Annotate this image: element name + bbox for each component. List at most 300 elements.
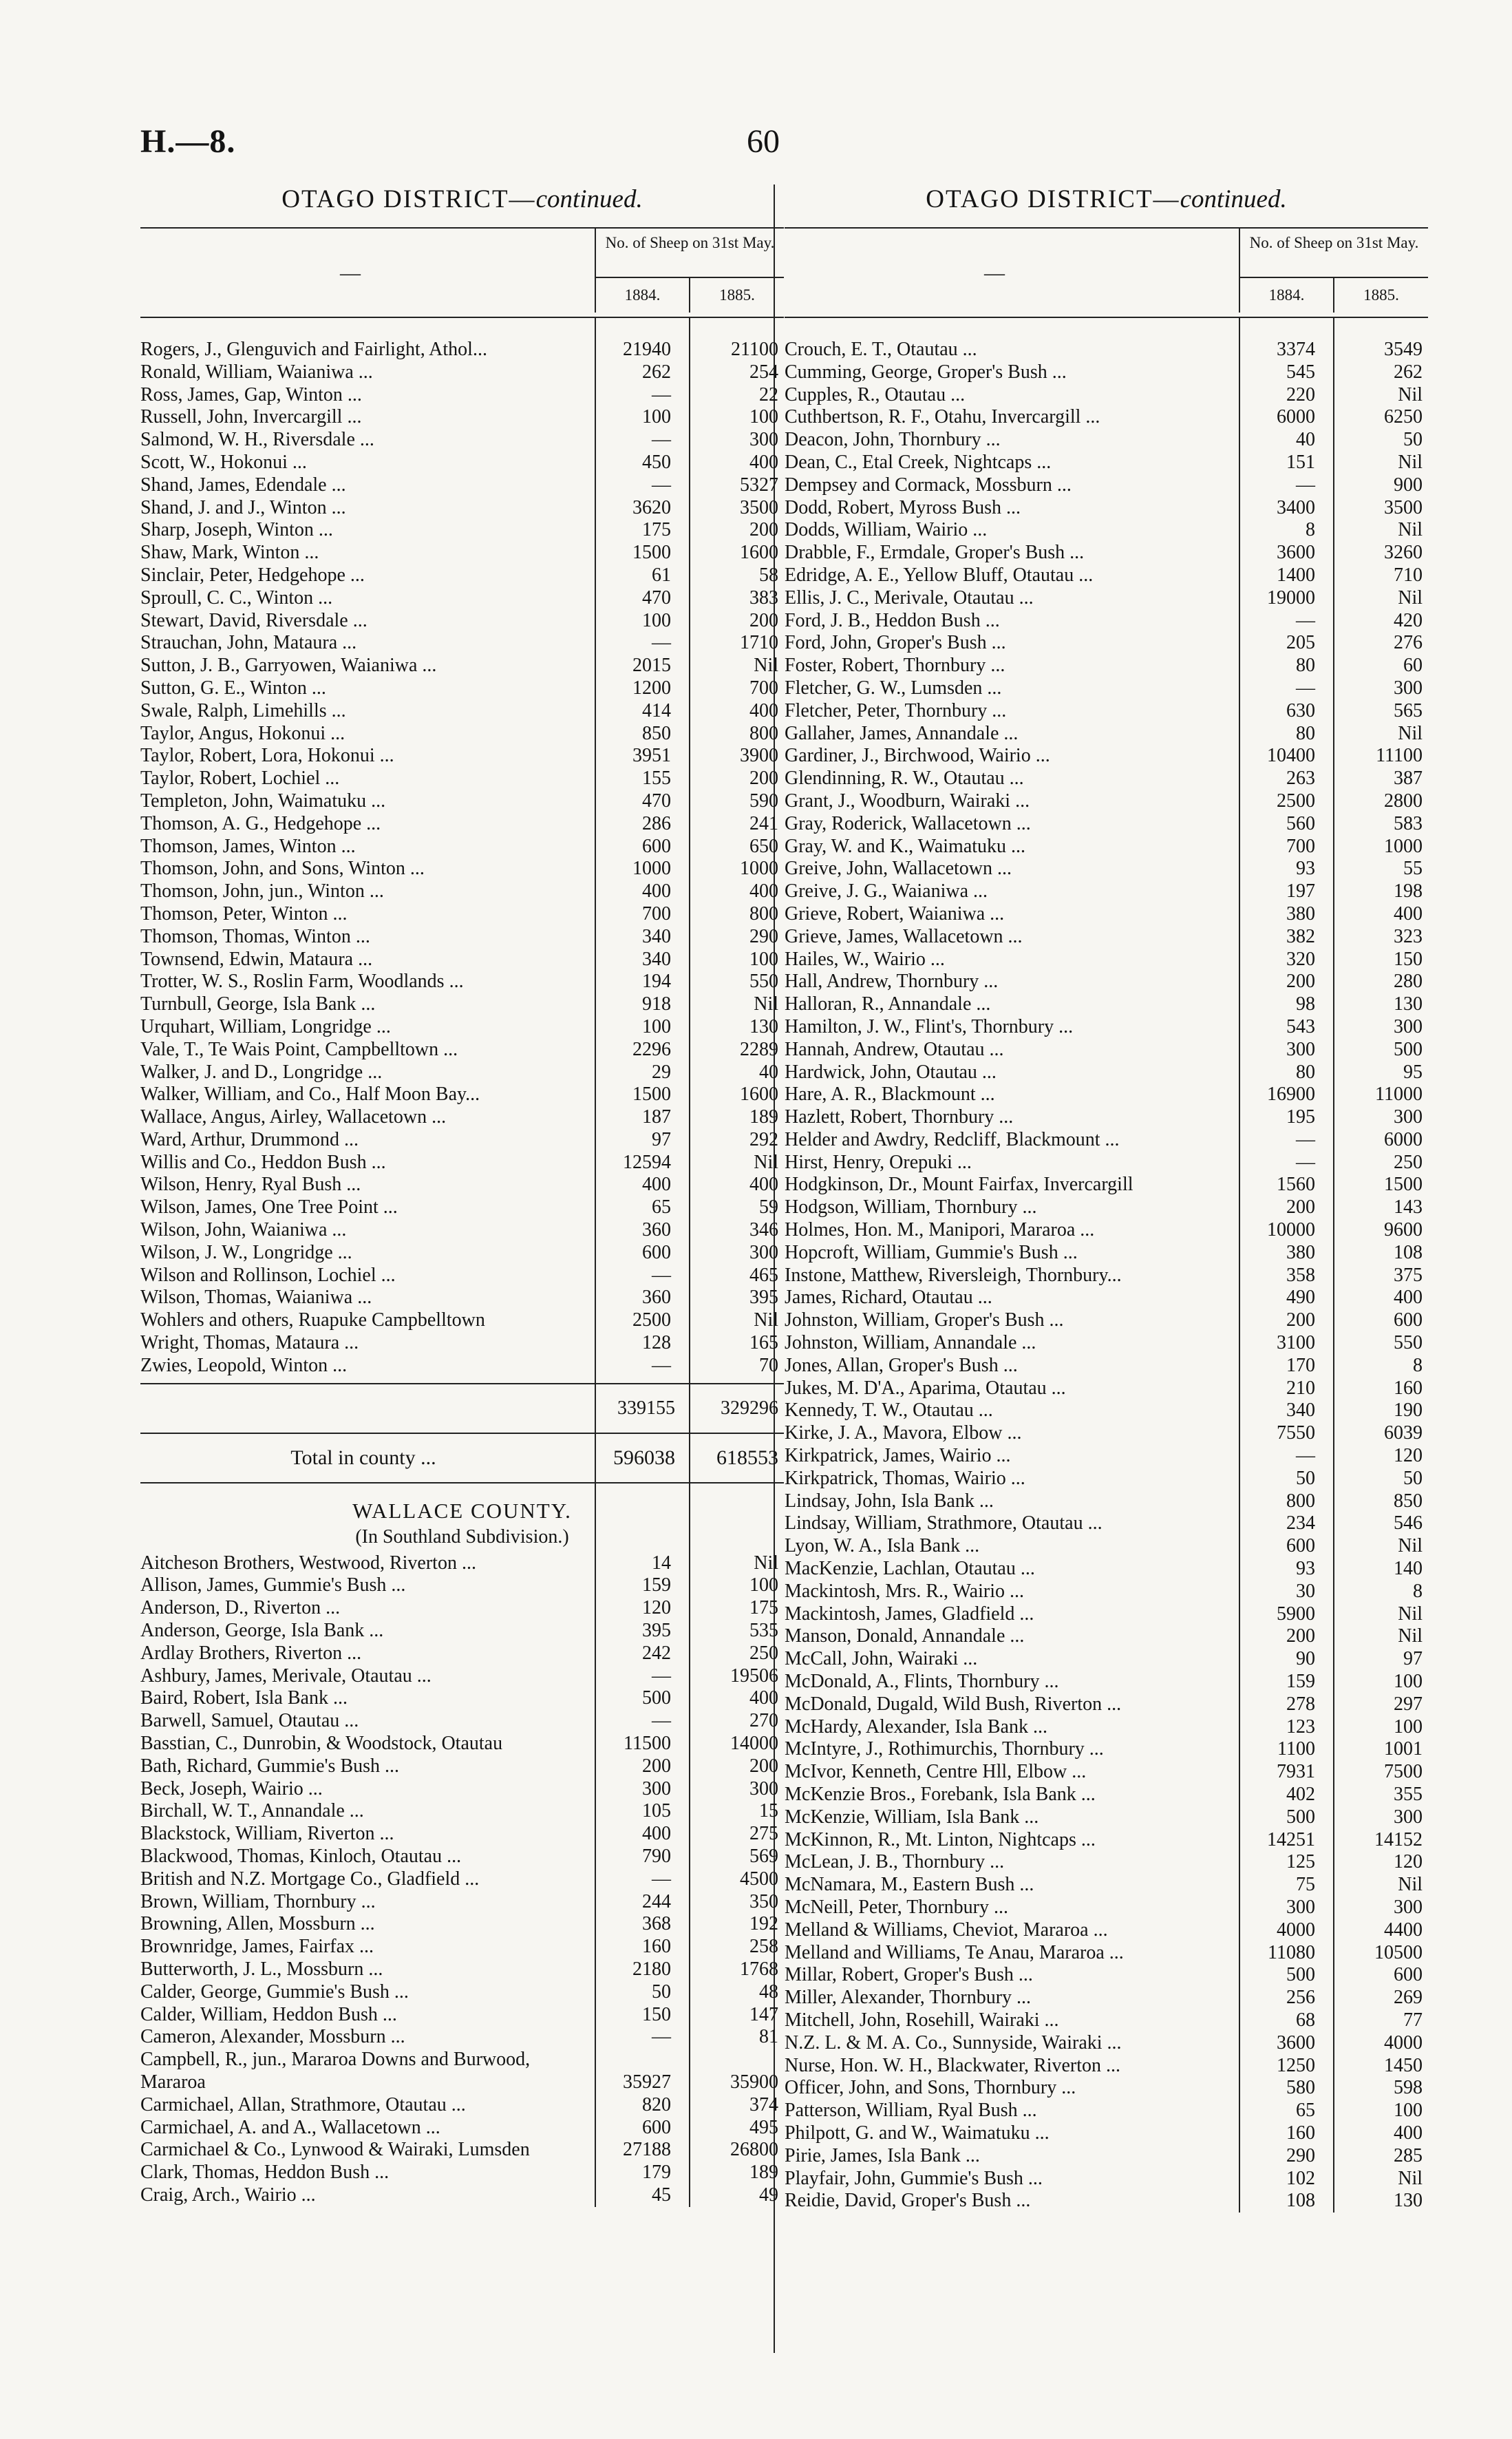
owner-name-cell: Beck, Joseph, Wairio ... bbox=[140, 1777, 323, 1799]
sheep-1885-cell: 3549 bbox=[1384, 339, 1423, 360]
sheep-1884-cell: — bbox=[1296, 1445, 1315, 1467]
sheep-1884-cell: 80 bbox=[1296, 1061, 1315, 1083]
sheep-1884-cell: — bbox=[652, 1710, 671, 1732]
sheep-1885-cell: 250 bbox=[1394, 1151, 1423, 1173]
sheep-1885-cell: 323 bbox=[1394, 925, 1423, 947]
owner-name-cell: Shand, James, Edendale ... bbox=[140, 474, 346, 496]
owner-name-cell: Officer, John, and Sons, Thornbury ... bbox=[785, 2077, 1076, 2099]
sheep-1885-cell: 4400 bbox=[1384, 1919, 1423, 1941]
table-row bbox=[140, 1332, 784, 1355]
sheep-1884-cell: 380 bbox=[1286, 1241, 1315, 1263]
table-row bbox=[140, 2139, 784, 2162]
owner-name-cell: Fletcher, G. W., Lumsden ... bbox=[785, 677, 1002, 699]
right-sheep-count-header: No. of Sheep on 31st May. bbox=[1239, 229, 1428, 277]
owner-name-cell: Shaw, Mark, Winton ... bbox=[140, 542, 319, 564]
sheep-1885-cell: 535 bbox=[749, 1620, 778, 1642]
table-row bbox=[140, 406, 784, 429]
table-row bbox=[785, 1016, 1428, 1039]
sheep-1885-cell: Nil bbox=[1398, 1603, 1423, 1625]
owner-name-cell: Lindsay, John, Isla Bank ... bbox=[785, 1490, 994, 1512]
sheep-1884-cell: 160 bbox=[642, 1936, 671, 1958]
sheep-1885-cell: 14152 bbox=[1374, 1828, 1423, 1850]
table-row bbox=[785, 700, 1428, 723]
sheep-1884-cell: 368 bbox=[642, 1913, 671, 1935]
owner-name-cell: Lindsay, William, Strathmore, Otautau ... bbox=[785, 1512, 1103, 1534]
left-column bbox=[140, 184, 784, 2339]
sheep-1885-cell: 350 bbox=[749, 1890, 778, 1912]
owner-name-cell: Brown, William, Thornbury ... bbox=[140, 1890, 376, 1912]
sheep-1885-cell: 400 bbox=[749, 699, 778, 721]
table-row bbox=[140, 1174, 784, 1196]
table-row bbox=[140, 2094, 784, 2117]
table-row bbox=[140, 1710, 784, 1733]
sheep-1884-cell: — bbox=[1296, 474, 1315, 496]
owner-name-cell: Walker, William, and Co., Half Moon Bay... bbox=[140, 1084, 480, 1106]
owner-name-cell: Gallaher, James, Annandale ... bbox=[785, 722, 1019, 744]
sheep-1884-cell: 3600 bbox=[1277, 542, 1315, 564]
table-row bbox=[785, 993, 1428, 1016]
table-row bbox=[785, 1558, 1428, 1581]
sheep-1885-cell: 800 bbox=[749, 722, 778, 744]
table-row bbox=[785, 903, 1428, 926]
table-row bbox=[140, 1106, 784, 1129]
table-row bbox=[785, 1445, 1428, 1468]
table-row bbox=[140, 542, 784, 564]
sheep-1885-cell: 285 bbox=[1394, 2144, 1423, 2166]
table-row bbox=[140, 610, 784, 633]
owner-name-cell: Manson, Donald, Annandale ... bbox=[785, 1625, 1025, 1647]
owner-name-cell: Craig, Arch., Wairio ... bbox=[140, 2184, 316, 2206]
sheep-1884-cell: 450 bbox=[642, 451, 671, 473]
owner-name-cell: MacKenzie, Lachlan, Otautau ... bbox=[785, 1558, 1035, 1580]
owner-name-cell: McNamara, M., Eastern Bush ... bbox=[785, 1874, 1034, 1896]
sheep-1885-cell: 276 bbox=[1394, 632, 1423, 654]
sheep-1885-cell: 374 bbox=[749, 2093, 778, 2115]
table-row bbox=[785, 1242, 1428, 1265]
sheep-1884-cell: 290 bbox=[1286, 2144, 1315, 2166]
owner-name-cell: Turnbull, George, Isla Bank ... bbox=[140, 993, 376, 1015]
table-row bbox=[785, 858, 1428, 880]
table-row bbox=[785, 2145, 1428, 2168]
table-row bbox=[140, 949, 784, 971]
sheep-1884-cell: 100 bbox=[642, 1015, 671, 1037]
owner-name-cell: McHardy, Alexander, Isla Bank ... bbox=[785, 1715, 1047, 1738]
sheep-1884-cell: — bbox=[652, 474, 671, 496]
owner-name-cell: Playfair, John, Gummie's Bush ... bbox=[785, 2167, 1043, 2189]
table-row bbox=[785, 1648, 1428, 1671]
sheep-1884-cell: 80 bbox=[1296, 722, 1315, 744]
owner-name-cell: Urquhart, William, Longridge ... bbox=[140, 1015, 391, 1037]
sheep-1885-cell: 97 bbox=[1403, 1648, 1423, 1670]
sheep-1885-cell: 300 bbox=[749, 1241, 778, 1263]
table-row bbox=[140, 2162, 784, 2184]
subtotal-1884: 339155 bbox=[617, 1397, 675, 1419]
sheep-1884-cell: 100 bbox=[642, 609, 671, 631]
sheep-1885-cell: 546 bbox=[1394, 1512, 1423, 1534]
owner-name-cell: McDonald, Dugald, Wild Bush, Riverton ... bbox=[785, 1693, 1122, 1715]
owner-name-cell: Thomson, John, and Sons, Winton ... bbox=[140, 858, 425, 880]
owner-name-cell: Zwies, Leopold, Winton ... bbox=[140, 1354, 348, 1376]
sheep-1884-cell: 402 bbox=[1286, 1784, 1315, 1805]
table-row bbox=[785, 2168, 1428, 2190]
sheep-1884-cell: 400 bbox=[642, 1823, 671, 1845]
owner-name-cell: Taylor, Robert, Lora, Hokonui ... bbox=[140, 745, 394, 767]
sheep-1884-cell: — bbox=[1296, 1128, 1315, 1150]
sheep-1884-cell: 2015 bbox=[632, 655, 671, 677]
owner-name-cell: Johnston, William, Annandale ... bbox=[785, 1332, 1036, 1354]
owner-name-cell: Cuthbertson, R. F., Otahu, Invercargill ... bbox=[785, 406, 1100, 428]
owner-name-cell: McIvor, Kenneth, Centre Hll, Elbow ... bbox=[785, 1761, 1087, 1783]
owner-name-cell: Hardwick, John, Otautau ... bbox=[785, 1061, 997, 1083]
sheep-1884-cell: 194 bbox=[642, 971, 671, 993]
table-row bbox=[140, 1687, 784, 1710]
owner-name-cell: Jones, Allan, Groper's Bush ... bbox=[785, 1354, 1018, 1376]
owner-name-cell: Salmond, W. H., Riversdale ... bbox=[140, 429, 374, 451]
sheep-1884-cell: 8 bbox=[1306, 519, 1315, 541]
sheep-1885-cell: 600 bbox=[1394, 1964, 1423, 1986]
sheep-1885-cell: 200 bbox=[749, 1755, 778, 1777]
owner-name-cell: Scott, W., Hokonui ... bbox=[140, 451, 307, 473]
sheep-1884-cell: — bbox=[652, 1665, 671, 1687]
sheep-1884-cell: 470 bbox=[642, 587, 671, 609]
sheep-1884-cell: 700 bbox=[642, 902, 671, 925]
sheep-1884-cell: 170 bbox=[1286, 1354, 1315, 1376]
sheep-1884-cell: 380 bbox=[1286, 902, 1315, 925]
owner-name-cell: Bath, Richard, Gummie's Bush ... bbox=[140, 1755, 400, 1777]
owner-name-cell: Jukes, M. D'A., Aparima, Otautau ... bbox=[785, 1377, 1066, 1399]
owner-name-cell: Instone, Matthew, Riversleigh, Thornbury... bbox=[785, 1264, 1122, 1286]
table-row bbox=[785, 1603, 1428, 1626]
sheep-1884-cell: 400 bbox=[642, 880, 671, 902]
owner-name-cell: Glendinning, R. W., Otautau ... bbox=[785, 768, 1024, 790]
owner-name-cell: N.Z. L. & M. A. Co., Sunnyside, Wairaki ... bbox=[785, 2031, 1122, 2053]
right-rows bbox=[785, 339, 1428, 2213]
table-row bbox=[140, 519, 784, 542]
sheep-1885-cell: 130 bbox=[1394, 993, 1423, 1015]
table-row bbox=[140, 1129, 784, 1152]
sheep-1885-cell: 198 bbox=[1394, 880, 1423, 902]
table-row bbox=[785, 2100, 1428, 2122]
table-row bbox=[140, 1062, 784, 1084]
sheep-1884-cell: 3400 bbox=[1277, 496, 1315, 518]
sheep-1885-cell: 165 bbox=[749, 1332, 778, 1354]
sheep-1885-cell: 400 bbox=[1394, 902, 1423, 925]
table-row bbox=[785, 1152, 1428, 1174]
left-header-dash: — bbox=[340, 262, 361, 284]
owner-name-cell: Wilson, John, Waianiwa ... bbox=[140, 1219, 347, 1241]
sheep-1884-cell: 220 bbox=[1286, 383, 1315, 405]
sheep-1884-cell: 630 bbox=[1286, 699, 1315, 721]
sheep-1884-cell: 382 bbox=[1286, 925, 1315, 947]
owner-name-cell: Hailes, W., Wairio ... bbox=[785, 948, 945, 970]
table-row bbox=[140, 384, 784, 407]
owner-name-cell: Foster, Robert, Thornbury ... bbox=[785, 655, 1005, 677]
owner-name-cell: Gray, Roderick, Wallacetown ... bbox=[785, 812, 1031, 834]
sheep-1884-cell: 97 bbox=[652, 1128, 671, 1150]
sheep-1885-cell: 50 bbox=[1403, 1467, 1423, 1489]
sheep-1884-cell: 500 bbox=[1286, 1964, 1315, 1986]
owner-name-cell: Wright, Thomas, Mataura ... bbox=[140, 1332, 359, 1354]
sheep-1884-cell: 93 bbox=[1296, 1558, 1315, 1580]
table-row bbox=[140, 1242, 784, 1265]
sheep-1885-cell: 565 bbox=[1394, 699, 1423, 721]
table-row bbox=[140, 1219, 784, 1242]
owner-name-cell: Wilson and Rollinson, Lochiel ... bbox=[140, 1264, 396, 1286]
table-row bbox=[140, 700, 784, 723]
sheep-1884-cell: 918 bbox=[642, 993, 671, 1015]
table-row bbox=[785, 1716, 1428, 1739]
sheep-1885-cell: 130 bbox=[749, 1015, 778, 1037]
sheep-1885-cell: 35900 bbox=[730, 2071, 778, 2093]
left-title-text: OTAGO DISTRICT— bbox=[281, 185, 536, 213]
sheep-1884-cell: 68 bbox=[1296, 2009, 1315, 2031]
table-row bbox=[140, 361, 784, 384]
sheep-1885-cell: 500 bbox=[1394, 1038, 1423, 1060]
sheep-1884-cell: 61 bbox=[652, 564, 671, 586]
owner-name-cell: Calder, George, Gummie's Bush ... bbox=[140, 1981, 409, 2003]
owner-name-cell: Drabble, F., Ermdale, Groper's Bush ... bbox=[785, 542, 1085, 564]
sheep-1884-cell: 125 bbox=[1286, 1851, 1315, 1873]
sheep-1884-cell: 123 bbox=[1286, 1715, 1315, 1738]
sheep-1885-cell: 50 bbox=[1403, 429, 1423, 451]
sheep-1884-cell: 1250 bbox=[1277, 2054, 1315, 2076]
owner-name-cell: Swale, Ralph, Limehills ... bbox=[140, 699, 346, 721]
left-total-row bbox=[140, 1433, 784, 1482]
sheep-1884-cell: 340 bbox=[1286, 1400, 1315, 1422]
owner-name-cell: Patterson, William, Ryal Bush ... bbox=[785, 2100, 1037, 2122]
sheep-1884-cell: 21940 bbox=[623, 339, 671, 360]
table-row bbox=[785, 1219, 1428, 1242]
sheep-1884-cell: — bbox=[652, 1354, 671, 1376]
table-row bbox=[785, 1287, 1428, 1309]
sheep-1884-cell: 27188 bbox=[623, 2139, 671, 2161]
sheep-1884-cell: 360 bbox=[642, 1219, 671, 1241]
owner-name-cell: McKinnon, R., Mt. Linton, Nightcaps ... bbox=[785, 1828, 1096, 1850]
sheep-1885-cell: Nil bbox=[1398, 2167, 1423, 2189]
sheep-1885-cell: Nil bbox=[1398, 1874, 1423, 1896]
owner-name-cell: McDonald, A., Flints, Thornbury ... bbox=[785, 1671, 1059, 1693]
table-row bbox=[140, 1016, 784, 1039]
sheep-1885-cell: 600 bbox=[1394, 1309, 1423, 1331]
sheep-1885-cell: 400 bbox=[749, 1174, 778, 1196]
owner-name-cell: Thomson, John, jun., Winton ... bbox=[140, 880, 384, 902]
sheep-1884-cell: 205 bbox=[1286, 632, 1315, 654]
table-row bbox=[785, 406, 1428, 429]
sheep-1884-cell: 160 bbox=[1286, 2122, 1315, 2144]
sheep-1885-cell: 1450 bbox=[1384, 2054, 1423, 2076]
sheep-1885-cell: 250 bbox=[749, 1642, 778, 1664]
owner-name-cell: Mackintosh, Mrs. R., Wairio ... bbox=[785, 1580, 1024, 1602]
table-row bbox=[785, 542, 1428, 564]
sheep-1884-cell: 200 bbox=[1286, 971, 1315, 993]
sheep-1884-cell: 820 bbox=[642, 2093, 671, 2115]
sheep-1884-cell: 100 bbox=[642, 406, 671, 428]
table-row bbox=[140, 1309, 784, 1332]
left-column-title bbox=[140, 184, 784, 227]
sheep-1884-cell: 80 bbox=[1296, 655, 1315, 677]
sheep-1885-cell: 355 bbox=[1394, 1784, 1423, 1805]
sheep-1884-cell: 7931 bbox=[1277, 1761, 1315, 1783]
owner-name-cell: Thomson, A. G., Hedgehope ... bbox=[140, 812, 381, 834]
table-row bbox=[140, 880, 784, 903]
owner-name-cell: Baird, Robert, Isla Bank ... bbox=[140, 1687, 348, 1709]
sheep-1885-cell: 14000 bbox=[730, 1733, 778, 1755]
table-row bbox=[140, 1643, 784, 1665]
sheep-1885-cell: 297 bbox=[1394, 1693, 1423, 1715]
owner-name-cell: Sutton, J. B., Garryowen, Waianiwa ... bbox=[140, 655, 437, 677]
table-row bbox=[785, 2009, 1428, 2032]
sheep-1885-cell: Nil bbox=[754, 1552, 778, 1574]
table-row bbox=[785, 1738, 1428, 1761]
owner-name-cell: Cupples, R., Otautau ... bbox=[785, 383, 966, 405]
sheep-1884-cell: 6000 bbox=[1277, 406, 1315, 428]
sheep-1884-cell: 414 bbox=[642, 699, 671, 721]
owner-name-cell: Rogers, J., Glenguvich and Fairlight, Athol... bbox=[140, 339, 487, 360]
table-row bbox=[785, 474, 1428, 497]
sheep-1885-cell: Nil bbox=[754, 655, 778, 677]
sheep-1884-cell: 11500 bbox=[624, 1733, 671, 1755]
sheep-1885-cell: 143 bbox=[1394, 1196, 1423, 1218]
sheep-1885-cell: 120 bbox=[1394, 1851, 1423, 1873]
table-row bbox=[785, 1196, 1428, 1219]
sheep-1885-cell: 1500 bbox=[1384, 1174, 1423, 1196]
left-rows bbox=[140, 339, 784, 1377]
owner-name-cell: Calder, William, Heddon Bush ... bbox=[140, 2003, 397, 2025]
table-row bbox=[785, 1468, 1428, 1490]
sheep-1885-cell: 700 bbox=[749, 677, 778, 699]
owner-name-cell: Stewart, David, Riversdale ... bbox=[140, 609, 368, 631]
sheep-1885-cell: 583 bbox=[1394, 812, 1423, 834]
sheep-1884-cell: 600 bbox=[642, 2116, 671, 2138]
table-row bbox=[140, 655, 784, 677]
table-row bbox=[785, 2032, 1428, 2055]
owner-name-cell: Clark, Thomas, Heddon Bush ... bbox=[140, 2162, 390, 2184]
right-title-text: OTAGO DISTRICT— bbox=[926, 185, 1180, 213]
table-row bbox=[785, 723, 1428, 746]
table-row bbox=[785, 1806, 1428, 1829]
sheep-1884-cell: 800 bbox=[1286, 1490, 1315, 1512]
table-row bbox=[785, 1490, 1428, 1513]
sheep-1885-cell: 100 bbox=[749, 406, 778, 428]
sheep-1885-cell: 140 bbox=[1394, 1558, 1423, 1580]
owner-name-cell: Barwell, Samuel, Otautau ... bbox=[140, 1710, 359, 1732]
table-row bbox=[785, 1942, 1428, 1965]
table-row bbox=[140, 1355, 784, 1377]
sheep-1885-cell: 4000 bbox=[1384, 2031, 1423, 2053]
sheep-1884-cell: 19000 bbox=[1267, 587, 1315, 609]
owner-name-cell: Hodgson, William, Thornbury ... bbox=[785, 1196, 1037, 1218]
owner-name-cell: McCall, John, Wairaki ... bbox=[785, 1648, 978, 1670]
owner-name-cell: Greive, John, Wallacetown ... bbox=[785, 858, 1012, 880]
sheep-1885-cell: 800 bbox=[749, 902, 778, 925]
table-row bbox=[140, 790, 784, 813]
sheep-1884-cell: — bbox=[652, 632, 671, 654]
table-row bbox=[785, 1039, 1428, 1062]
sheep-1885-cell: 400 bbox=[749, 451, 778, 473]
sheep-1884-cell: 545 bbox=[1286, 361, 1315, 383]
table-row bbox=[140, 1265, 784, 1287]
table-row bbox=[140, 1958, 784, 1981]
owner-name-cell: Crouch, E. T., Otautau ... bbox=[785, 339, 977, 360]
owner-name-cell: Trotter, W. S., Roslin Farm, Woodlands ... bbox=[140, 971, 464, 993]
owner-name-cell: Johnston, William, Groper's Bush ... bbox=[785, 1309, 1064, 1331]
sheep-1884-cell: 1500 bbox=[632, 1084, 671, 1106]
sheep-1885-cell: 3260 bbox=[1384, 542, 1423, 564]
sheep-1885-cell: 290 bbox=[749, 925, 778, 947]
sheep-1885-cell: 300 bbox=[1394, 1896, 1423, 1918]
table-row bbox=[785, 1693, 1428, 1716]
owner-name-cell: Wilson, J. W., Longridge ... bbox=[140, 1241, 352, 1263]
sheep-1885-cell: 58 bbox=[759, 564, 778, 586]
sheep-1885-cell: 650 bbox=[749, 835, 778, 857]
owner-name-cell: Aitcheson Brothers, Westwood, Riverton ... bbox=[140, 1552, 476, 1574]
owner-name-cell: Kennedy, T. W., Otautau ... bbox=[785, 1400, 993, 1422]
table-row bbox=[785, 1265, 1428, 1287]
owner-name-cell: Hirst, Henry, Orepuki ... bbox=[785, 1151, 972, 1173]
owner-name-cell: Wallace, Angus, Airley, Wallacetown ... bbox=[140, 1106, 447, 1128]
sheep-1885-cell: 130 bbox=[1394, 2190, 1423, 2212]
table-row bbox=[140, 926, 784, 949]
table-row bbox=[785, 1377, 1428, 1400]
owner-name-cell: Mackintosh, James, Gladfield ... bbox=[785, 1603, 1034, 1625]
table-row bbox=[785, 1106, 1428, 1129]
sheep-1884-cell: 1560 bbox=[1277, 1174, 1315, 1196]
sheep-1885-cell: 270 bbox=[749, 1710, 778, 1732]
owner-name-cell: Blackwood, Thomas, Kinloch, Otautau ... bbox=[140, 1846, 462, 1868]
sheep-1885-cell: 189 bbox=[749, 2162, 778, 2184]
sheep-1884-cell: — bbox=[1296, 609, 1315, 631]
table-row bbox=[140, 745, 784, 768]
sheep-1885-cell: 1000 bbox=[740, 858, 778, 880]
owner-name-cell: Walker, J. and D., Longridge ... bbox=[140, 1061, 383, 1083]
sheep-1885-cell: 400 bbox=[749, 1687, 778, 1709]
sheep-1884-cell: 2180 bbox=[632, 1958, 671, 1980]
sheep-1885-cell: 8 bbox=[1413, 1580, 1423, 1602]
sheep-1885-cell: 420 bbox=[1394, 609, 1423, 631]
left-table-header bbox=[140, 227, 784, 318]
sheep-1884-cell: 700 bbox=[1286, 835, 1315, 857]
table-row bbox=[140, 1196, 784, 1219]
sheep-1885-cell: 550 bbox=[1394, 1332, 1423, 1354]
owner-name-cell: McKenzie, William, Isla Bank ... bbox=[785, 1806, 1039, 1828]
sheep-1885-cell: Nil bbox=[1398, 519, 1423, 541]
table-row bbox=[140, 1846, 784, 1868]
owner-name-cell: Hamilton, J. W., Flint's, Thornbury ... bbox=[785, 1015, 1074, 1037]
sheep-1884-cell: — bbox=[652, 1264, 671, 1286]
sheep-1884-cell: 210 bbox=[1286, 1377, 1315, 1399]
table-row bbox=[140, 474, 784, 497]
sheep-1885-cell: 22 bbox=[759, 383, 778, 405]
sheep-1884-cell: 470 bbox=[642, 790, 671, 812]
owner-name-cell: Blackstock, William, Riverton ... bbox=[140, 1823, 394, 1845]
sheep-1885-cell: Nil bbox=[1398, 383, 1423, 405]
sheep-1885-cell: 1710 bbox=[740, 632, 778, 654]
sheep-1885-cell: 300 bbox=[1394, 677, 1423, 699]
table-row bbox=[140, 339, 784, 361]
table-row bbox=[140, 2026, 784, 2049]
table-row bbox=[785, 949, 1428, 971]
sheep-1884-cell: — bbox=[652, 1868, 671, 1890]
sheep-1884-cell: 50 bbox=[652, 1981, 671, 2003]
owner-name-cell: Grant, J., Woodburn, Wairaki ... bbox=[785, 790, 1030, 812]
table-row bbox=[785, 1919, 1428, 1942]
sheep-1884-cell: 10000 bbox=[1267, 1219, 1315, 1241]
sheep-1885-cell: 387 bbox=[1394, 768, 1423, 790]
table-row bbox=[785, 1671, 1428, 1693]
sheep-1885-cell: 147 bbox=[749, 2003, 778, 2025]
sheep-1885-cell: 40 bbox=[759, 1061, 778, 1083]
sheep-1885-cell: 10500 bbox=[1374, 1941, 1423, 1963]
